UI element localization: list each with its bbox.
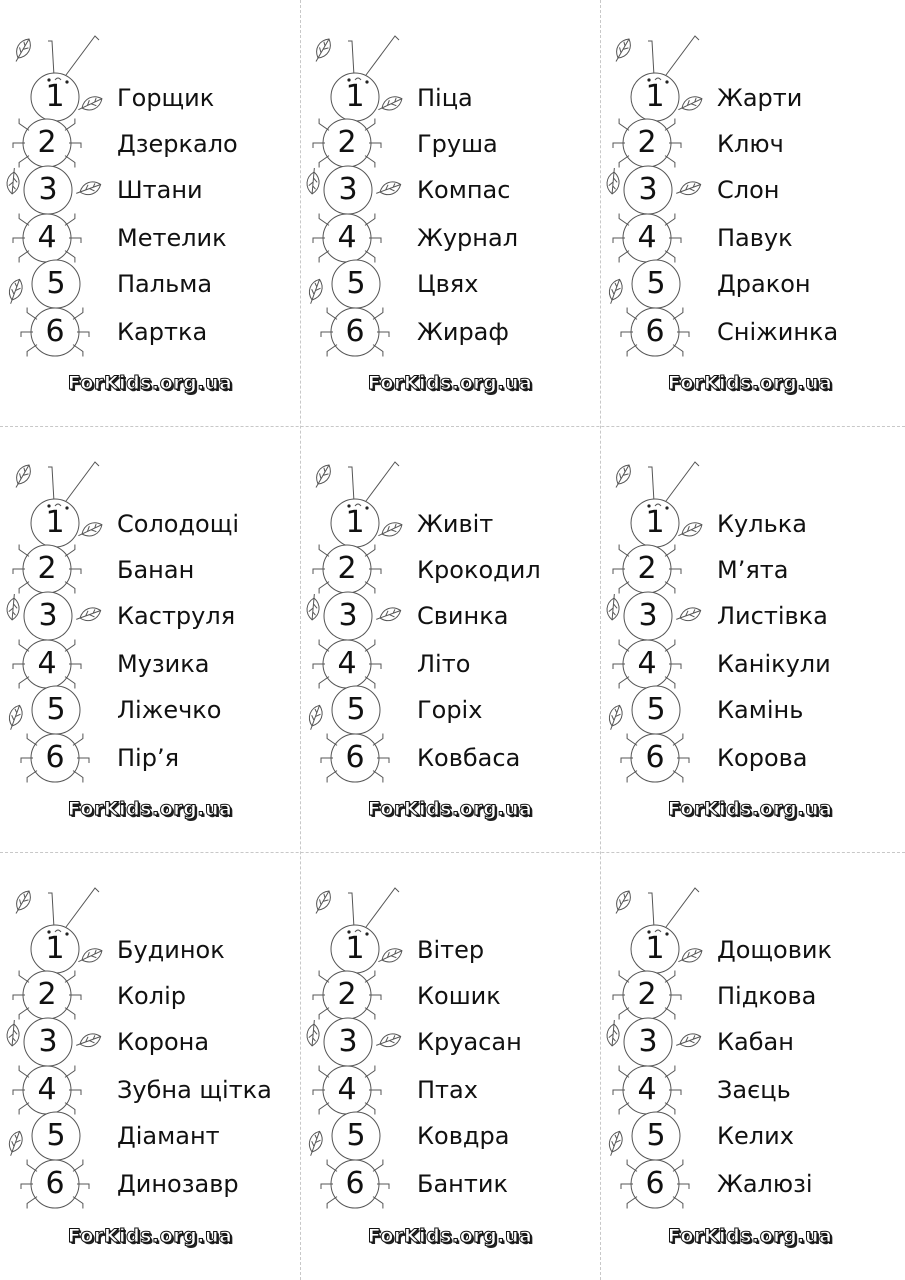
site-watermark: ForKids.org.ua bbox=[667, 1225, 833, 1247]
segment-number: 5 bbox=[646, 692, 666, 727]
segment-number: 6 bbox=[345, 314, 365, 349]
segment-number: 3 bbox=[38, 1024, 58, 1059]
word-item: Бантик bbox=[417, 1170, 508, 1198]
word-card bbox=[600, 426, 900, 852]
word-item: Банан bbox=[117, 556, 195, 584]
segment-number: 3 bbox=[338, 1024, 358, 1059]
word-item: Камінь bbox=[717, 696, 804, 724]
word-item: Вітер bbox=[417, 936, 485, 964]
segment-number: 3 bbox=[638, 1024, 658, 1059]
segment-number: 5 bbox=[346, 266, 366, 301]
word-item: Діамант bbox=[117, 1122, 220, 1150]
segment-number: 2 bbox=[37, 125, 57, 160]
segment-number: 2 bbox=[337, 977, 357, 1012]
word-item: Кулька bbox=[717, 510, 807, 538]
word-item: Солодощі bbox=[117, 510, 240, 538]
word-item: Груша bbox=[417, 130, 498, 158]
word-card bbox=[300, 0, 600, 426]
site-watermark: ForKids.org.ua bbox=[367, 798, 533, 820]
segment-number: 5 bbox=[646, 1118, 666, 1153]
word-item: Музика bbox=[117, 650, 210, 678]
segment-number: 4 bbox=[637, 646, 657, 681]
segment-number: 5 bbox=[346, 1118, 366, 1153]
word-item: Круасан bbox=[417, 1028, 522, 1056]
word-item: М’ята bbox=[717, 556, 789, 584]
word-item: Компас bbox=[417, 176, 511, 204]
word-item: Журнал bbox=[417, 224, 519, 252]
word-item: Заєць bbox=[717, 1076, 791, 1104]
word-item: Метелик bbox=[117, 224, 227, 252]
word-card bbox=[0, 426, 300, 852]
word-card bbox=[600, 0, 900, 426]
word-card bbox=[300, 426, 600, 852]
segment-number: 2 bbox=[637, 125, 657, 160]
word-item: Сніжинка bbox=[717, 318, 839, 346]
segment-number: 4 bbox=[637, 220, 657, 255]
word-item: Птах bbox=[417, 1076, 478, 1104]
segment-number: 1 bbox=[645, 79, 665, 114]
segment-number: 6 bbox=[645, 314, 665, 349]
word-item: Динозавр bbox=[117, 1170, 239, 1198]
word-item: Картка bbox=[117, 318, 208, 346]
site-watermark: ForKids.org.ua bbox=[667, 798, 833, 820]
segment-number: 2 bbox=[37, 977, 57, 1012]
word-item: Підкова bbox=[717, 982, 817, 1010]
segment-number: 4 bbox=[37, 220, 57, 255]
segment-number: 1 bbox=[45, 505, 65, 540]
word-item: Дощовик bbox=[717, 936, 832, 964]
segment-number: 5 bbox=[646, 266, 666, 301]
word-item: Канікули bbox=[717, 650, 831, 678]
segment-number: 2 bbox=[337, 125, 357, 160]
segment-number: 4 bbox=[37, 646, 57, 681]
segment-number: 6 bbox=[645, 740, 665, 775]
segment-number: 4 bbox=[637, 1072, 657, 1107]
word-item: Дракон bbox=[717, 270, 811, 298]
segment-number: 4 bbox=[337, 1072, 357, 1107]
segment-number: 2 bbox=[637, 551, 657, 586]
segment-number: 4 bbox=[337, 220, 357, 255]
segment-number: 1 bbox=[345, 505, 365, 540]
word-item: Жарти bbox=[717, 84, 803, 112]
segment-number: 2 bbox=[637, 977, 657, 1012]
word-item: Жалюзі bbox=[717, 1170, 813, 1198]
segment-number: 3 bbox=[38, 598, 58, 633]
site-watermark: ForKids.org.ua bbox=[67, 372, 233, 394]
segment-number: 5 bbox=[46, 266, 66, 301]
site-watermark: ForKids.org.ua bbox=[367, 372, 533, 394]
segment-number: 4 bbox=[337, 646, 357, 681]
site-watermark: ForKids.org.ua bbox=[667, 372, 833, 394]
word-item: Цвях bbox=[417, 270, 479, 298]
segment-number: 6 bbox=[45, 1166, 65, 1201]
word-item: Зубна щітка bbox=[117, 1076, 272, 1104]
word-item: Дзеркало bbox=[117, 130, 238, 158]
segment-number: 4 bbox=[37, 1072, 57, 1107]
segment-number: 6 bbox=[645, 1166, 665, 1201]
segment-number: 1 bbox=[345, 931, 365, 966]
segment-number: 2 bbox=[37, 551, 57, 586]
word-item: Корова bbox=[717, 744, 808, 772]
segment-number: 1 bbox=[45, 931, 65, 966]
word-item: Свинка bbox=[417, 602, 509, 630]
word-card bbox=[0, 852, 300, 1278]
segment-number: 6 bbox=[345, 1166, 365, 1201]
word-item: Горщик bbox=[117, 84, 215, 112]
word-item: Горіх bbox=[417, 696, 483, 724]
segment-number: 2 bbox=[337, 551, 357, 586]
word-item: Кабан bbox=[717, 1028, 794, 1056]
word-item: Кошик bbox=[417, 982, 501, 1010]
word-item: Живіт bbox=[417, 510, 494, 538]
word-item: Ковбаса bbox=[417, 744, 521, 772]
word-item: Каструля bbox=[117, 602, 236, 630]
segment-number: 3 bbox=[638, 172, 658, 207]
site-watermark: ForKids.org.ua bbox=[367, 1225, 533, 1247]
segment-number: 1 bbox=[45, 79, 65, 114]
word-card bbox=[300, 852, 600, 1278]
segment-number: 3 bbox=[338, 172, 358, 207]
word-item: Пальма bbox=[117, 270, 213, 298]
word-item: Корона bbox=[117, 1028, 210, 1056]
word-item: Крокодил bbox=[417, 556, 541, 584]
segment-number: 5 bbox=[346, 692, 366, 727]
segment-number: 6 bbox=[45, 314, 65, 349]
segment-number: 5 bbox=[46, 692, 66, 727]
word-item: Жираф bbox=[417, 318, 509, 346]
word-item: Павук bbox=[717, 224, 793, 252]
word-item: Келих bbox=[717, 1122, 794, 1150]
segment-number: 1 bbox=[645, 931, 665, 966]
segment-number: 1 bbox=[345, 79, 365, 114]
word-item: Літо bbox=[417, 650, 471, 678]
segment-number: 5 bbox=[46, 1118, 66, 1153]
segment-number: 6 bbox=[45, 740, 65, 775]
word-item: Ковдра bbox=[417, 1122, 510, 1150]
segment-number: 3 bbox=[38, 172, 58, 207]
segment-number: 3 bbox=[338, 598, 358, 633]
segment-number: 1 bbox=[645, 505, 665, 540]
site-watermark: ForKids.org.ua bbox=[67, 1225, 233, 1247]
word-item: Пір’я bbox=[117, 744, 180, 772]
word-item: Піца bbox=[417, 84, 473, 112]
word-item: Ключ bbox=[717, 130, 784, 158]
segment-number: 6 bbox=[345, 740, 365, 775]
word-item: Листівка bbox=[717, 602, 828, 630]
word-item: Колір bbox=[117, 982, 186, 1010]
word-item: Ліжечко bbox=[117, 696, 222, 724]
word-card bbox=[600, 852, 900, 1278]
word-item: Будинок bbox=[117, 936, 225, 964]
word-item: Слон bbox=[717, 176, 780, 204]
site-watermark: ForKids.org.ua bbox=[67, 798, 233, 820]
word-card bbox=[0, 0, 300, 426]
word-item: Штани bbox=[117, 176, 203, 204]
segment-number: 3 bbox=[638, 598, 658, 633]
